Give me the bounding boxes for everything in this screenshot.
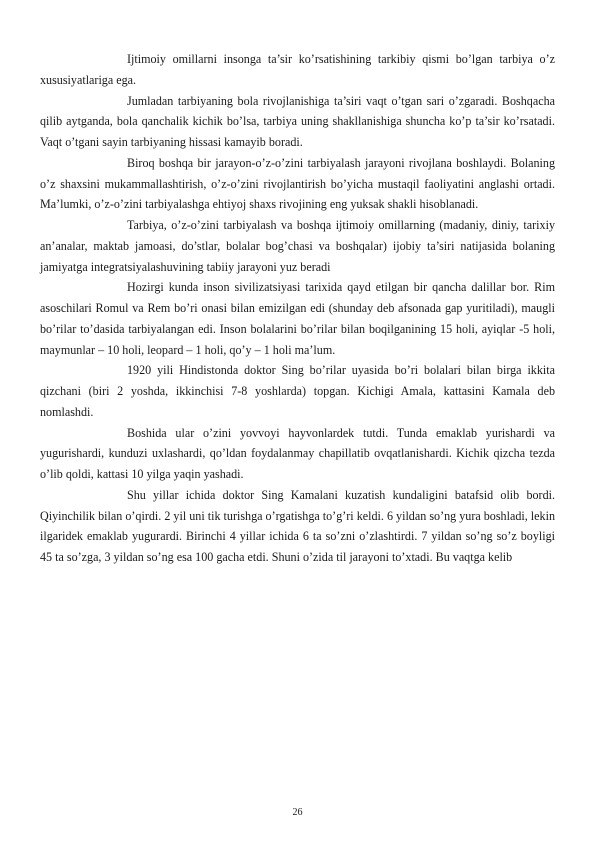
paragraph-4: Tarbiya, o’z-o’zini tarbiyalash va boshqa ijtimoiy omillarning (madaniy, diniy, tarixiy an’analar, maktab jamoasi, do’stlar, bolalar bog’chasi va boshqalar) ijobiy ta’siri natijasida bolaning jamiyatga integratsiyalashuvining tabiiy jarayoni yuz beradi xyxy=(40,218,555,274)
paragraph-1: Ijtimoiy omillarni insonga ta’sir ko’rsatishining tarkibiy qismi bo’lgan tarbiya o’z xususiyatlariga ega. xyxy=(40,52,555,87)
paragraph-6: 1920 yili Hindistonda doktor Sing bo’rilar uyasida bo’ri bolalari bilan birga ikkita qizchani (biri 2 yoshda, ikkinchisi 7-8 yoshlarda) topgan. Kichigi Amala, kattasini Kamala deb nomlashdi. xyxy=(40,363,555,419)
paragraph-8: Shu yillar ichida doktor Sing Kamalani kuzatish kundaligini batafsid olib bordi. Qiyinchilik bilan o’qirdi. 2 yil uni tik turishga o’rgatishga to’g’ri keldi. 6 yildan so’ng yura boshladi, lekin ilgaridek emaklab yugurardi. Birinchi 4 yillar ichida 6 ta so’zni o’zlashtirdi. 7 yildan so’ng so’z boyligi 45 ta so’zga, 3 yildan so’ng esa 100 gacha etdi. Shuni o’zida til jarayoni to’xtadi. Bu vaqtga kelib xyxy=(40,487,555,564)
paragraph-7: Boshida ular o’zini yovvoyi hayvonlardek tutdi. Tunda emaklab yurishardi va yugurishardi, kunduzi uxlashardi, qo’ldan foydalanmay chapillatib ovqatlanishardi. Kichik qizcha tezda o’lib qoldi, kattasi 10 yilga yaqin yashadi. xyxy=(40,425,555,481)
paragraph-3: Biroq boshqa bir jarayon-o’z-o’zini tarbiyalash jarayoni rivojlana boshlaydi. Bolaning o’z shaxsini mukammallashtirish, o’z-o’zini rivojlantirish bo’yicha mustaqil faoliyatini anglashi ortadi. Ma’lumki, o’z-o’zini tarbiyalashga ehtiyoj shaxs rivojining eng yuksak shakli hisoblanadi. xyxy=(40,155,555,212)
page-number: 26 xyxy=(292,807,303,818)
paragraph-2: Jumladan tarbiyaning bola rivojlanishiga ta’siri vaqt o’tgan sari o’zgaradi. Boshqacha qilib aytganda, bola qanchalik kichik bo’lsa, tarbiya uning shakllanishiga shuncha ko’p ta’sir ko’rsatadi. Vaqt o’tgani sayin tarbiyaning hissasi kamayib boradi. xyxy=(40,93,555,149)
paragraph-5: Hozirgi kunda inson sivilizatsiyasi tarixida qayd etilgan bir qancha dalillar bor. Rim asoschilari Romul va Rem bo’ri onasi bilan emizilgan edi (shunday deb afsonada gap yuritiladi), maugli bo’rilar to’dasida tarbiyalangan edi. Inson bolalarini bo’rilar bilan boqilganining 15 holi, ayiqlar -5 holi, maymunlar – 10 holi, leopard – 1 holi, qo’y – 1 holi ma’lum. xyxy=(40,280,555,357)
page-body xyxy=(40,49,555,568)
